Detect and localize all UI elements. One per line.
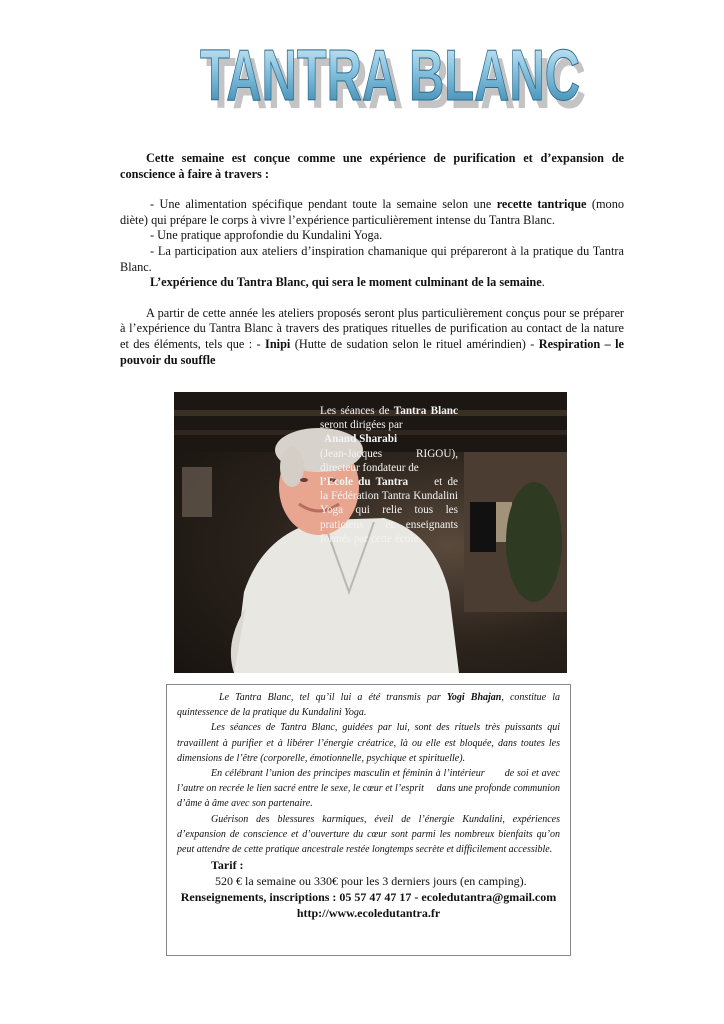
box-p1-a: Le Tantra Blanc, tel qu’il lui a été transmis par (219, 692, 447, 703)
intro-lead (120, 151, 624, 182)
photo-anand-sharabi (174, 392, 567, 673)
box-paragraph-2 (177, 720, 560, 766)
page-title (180, 28, 600, 118)
title-wordart (180, 28, 600, 118)
p2-respiration: Respiration – le pouvoir du souffle (120, 336, 624, 367)
info-box (166, 684, 571, 956)
title-shadow: TANTRA BLANC (206, 44, 586, 118)
box-paragraph-4 (177, 812, 560, 858)
p2-mid: (Hutte de sudation selon le rituel amérindien) - (290, 336, 539, 351)
contact-info: Renseignements, inscriptions : 05 57 47 47 17 - ecoledutantra@gmail.com (180, 890, 557, 905)
caption-t5: enseignants formés par cette école. (320, 518, 458, 545)
box-p1-yogi-bhajan: Yogi Bhajan (446, 692, 502, 703)
item1-start: - Une alimentation spécifique pendant toute la semaine selon une (150, 197, 497, 212)
photo-caption (320, 404, 458, 546)
intro-culmination (120, 275, 624, 291)
item1-bold: recette tantrique (496, 197, 587, 212)
caption-t3: (Jean-Jacques RIGOU), directeur fondateur de (320, 447, 458, 474)
box-paragraph-1 (177, 690, 560, 720)
tarif-value: 520 € la semaine ou 330€ pour les 3 derniers jours (en camping). (215, 874, 527, 889)
p2-start: A partir de cette année les ateliers proposés seront plus particulièrement conçus pour se préparer à l’expérience du Tantra Blanc à travers des pratiques rituelles de purification au contact de la nature et des éléments, tels que : - (120, 305, 624, 351)
caption-et2: et (385, 518, 394, 531)
box-p4-text: Guérison des blessures karmiques, éveil de l’énergie Kundalini, expériences d’expansion de conscience et d’ouverture du cœur sont parmi les nombreux bienfaits qu’on peut attendre de cette pratique ancestrale restée longtemps secrète et difficilement accessible. (177, 813, 560, 856)
box-p2-text: Les séances de Tantra Blanc, guidées par lui, sont des rituels très puissants qui travaillent à purifier et à libérer l’énergie créatrice, là ou elle est bloquée, dans toutes les dimensions de l’être (corporelle, émotionnelle, psychique et spirituelle). (177, 722, 560, 764)
p2-inipi: Inipi (265, 336, 291, 351)
caption-t1: Les séances de (320, 405, 394, 417)
intro-item-2: - Une pratique approfondie du Kundalini Yoga. (150, 228, 383, 243)
item1-end: (mono diète) qui prépare le corps à vivre l’expérience particulièrement intense du Tantra Blanc. (120, 197, 624, 227)
box-p1-c: , constitue la quintessence de la pratique du Kundalini Yoga. (177, 692, 560, 719)
caption-name: Anand Sharabi (324, 433, 398, 446)
culmination-end: . (541, 275, 545, 290)
website-link[interactable]: http://www.ecoledutantra.fr (296, 906, 441, 921)
tarif-label: Tarif : (211, 858, 244, 873)
caption-t2: seront dirigées par (320, 419, 403, 432)
caption-et1: et (434, 476, 443, 489)
intro-lead-text: Cette semaine est conçue comme une expérience de purification et d’expansion de conscience à faire à travers : (120, 151, 624, 181)
caption-tantra-blanc: Tantra Blanc (393, 405, 458, 417)
caption-ecole: l’Ecole du Tantra (320, 476, 409, 489)
box-paragraph-3 (177, 766, 563, 812)
intro-item-1 (120, 197, 624, 228)
culmination-text: L’expérience du Tantra Blanc, qui sera le moment culminant de la semaine (150, 275, 542, 290)
caption-t4: de la Fédération Tantra Kundalini Yoga qui relie tous les praticiens (320, 476, 458, 531)
title-text: TANTRA BLANC (200, 36, 580, 116)
box-p3-text: En célébrant l’union des principes masculin et féminin à l’intérieur de soi et avec l’autre on recrée le lien sacré entre le sexe, le cœur et l’esprit dans une profonde communion d’âme à âme avec son partenaire. (177, 768, 563, 810)
intro-section (120, 151, 624, 368)
intro-item-3: - La participation aux ateliers d’inspiration chamanique qui prépareront à la pratique du Tantra Blanc. (120, 243, 624, 274)
intro-paragraph-2 (120, 306, 624, 368)
